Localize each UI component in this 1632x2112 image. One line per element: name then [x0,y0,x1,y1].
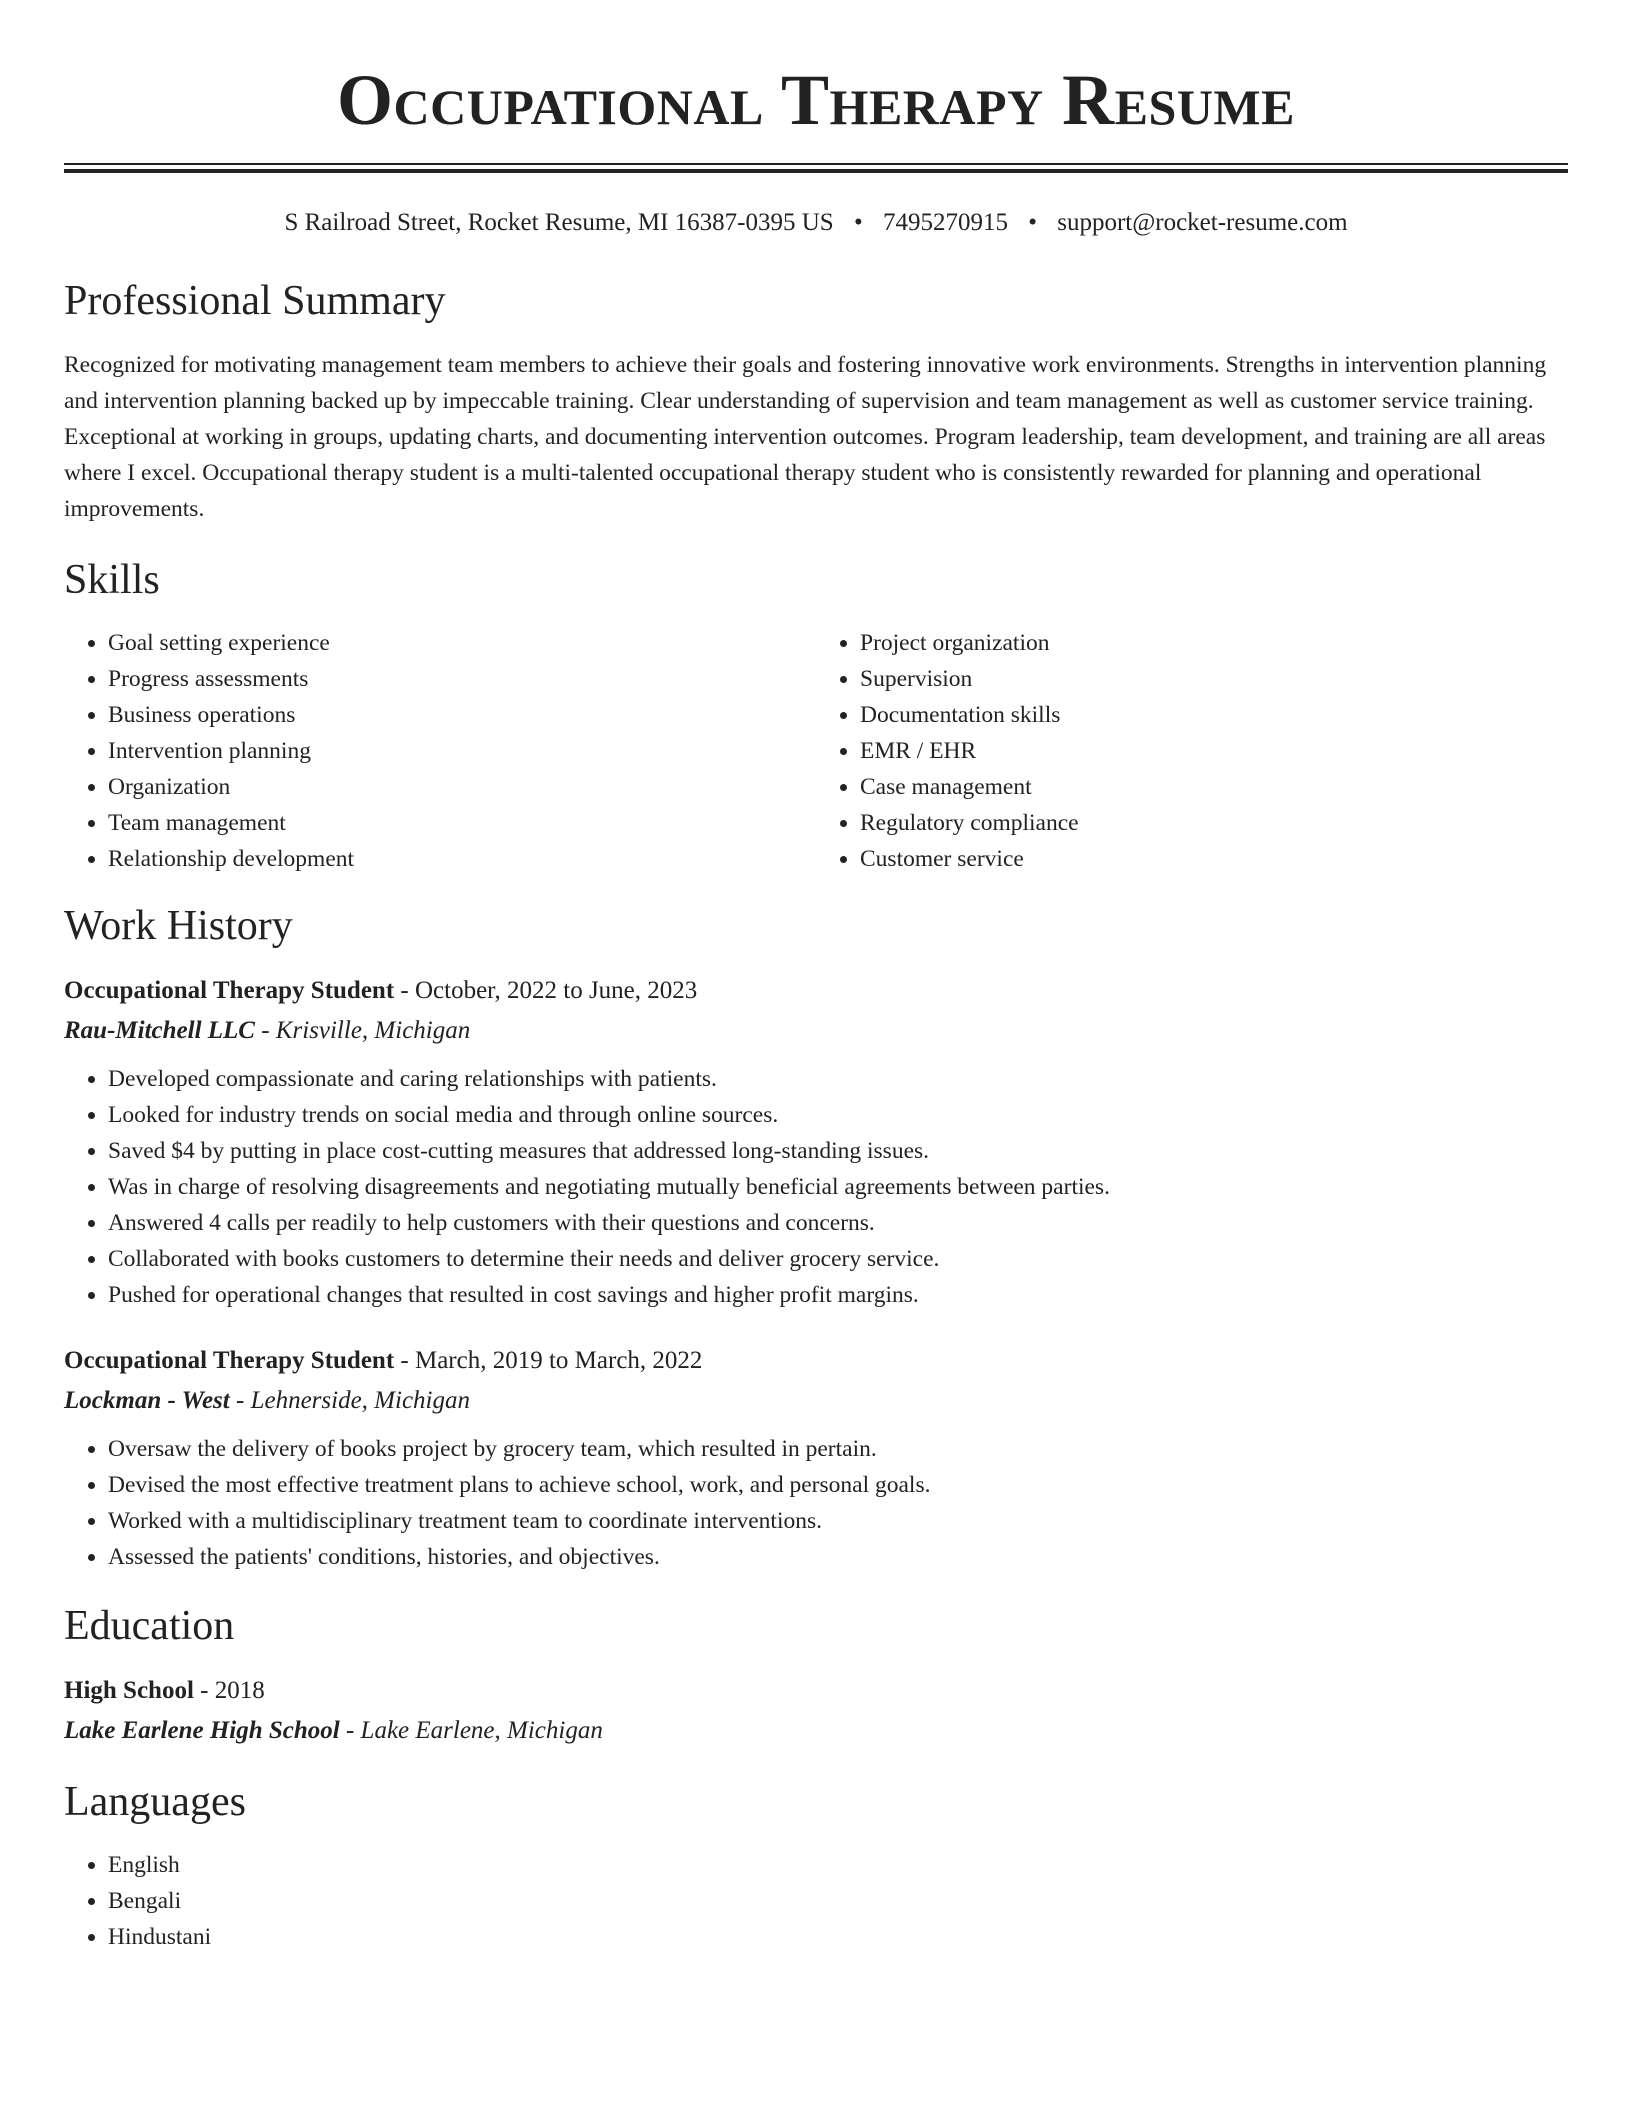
education-institution [64,1711,1568,1751]
job-duty: • Oversaw the delivery of books project by grocery team, which resulted in pertain. [108,1431,1568,1467]
job-duty: • Answered 4 calls per readily to help customers with their questions and concerns. [108,1205,1568,1241]
job-duty: • Pushed for operational changes that resulted in cost savings and higher profit margins. [108,1277,1568,1313]
skill-item: • Progress assessments [108,661,816,697]
job-location: - Krisville, Michigan [254,1017,471,1044]
education-school: Lake Earlene High School [64,1717,340,1744]
education-heading: Education [64,1603,235,1649]
job-duties-list [64,1061,1568,1313]
skill-item: • EMR / EHR [860,733,1568,769]
title-divider [64,163,1568,173]
education-year: - 2018 [193,1677,265,1704]
job-dates: - March, 2019 to March, 2022 [394,1347,703,1374]
skills-list-right [816,625,1568,877]
skills-heading: Skills [64,557,160,603]
job-header [64,1341,1568,1381]
job-duty: • Assessed the patients' conditions, histories, and objectives. [108,1539,1568,1575]
summary-heading: Professional Summary [64,278,446,324]
job-employer [64,1381,1568,1421]
job-duty: • Worked with a multidisciplinary treatment team to coordinate interventions. [108,1503,1568,1539]
job-company: Rau-Mitchell LLC [64,1017,255,1044]
languages-list [64,1847,1568,1955]
job-company: Lockman - West [64,1387,230,1414]
job-dates: - October, 2022 to June, 2023 [394,977,698,1004]
education-header [64,1671,1568,1711]
contact-separator: • [853,209,863,236]
job-entry-2 [64,1341,1568,1575]
job-header [64,971,1568,1011]
job-role: Occupational Therapy Student [64,977,395,1004]
contact-separator: • [1028,209,1037,236]
education-degree: High School [64,1677,194,1704]
skill-item: • Business operations [108,697,816,733]
skill-item: • Project organization [860,625,1568,661]
job-duties-list [64,1431,1568,1575]
contact-email: support@rocket-resume.com [1057,209,1348,236]
language-item: • Bengali [108,1883,1568,1919]
language-item: • Hindustani [108,1919,1568,1955]
skill-item: • Intervention planning [108,733,816,769]
job-location: - Lehnerside, Michigan [229,1387,470,1414]
job-duty: • Looked for industry trends on social media and through online sources. [108,1097,1568,1133]
resume-title: Occupational Therapy Resume [337,60,1295,140]
contact-line [64,208,1568,238]
job-role: Occupational Therapy Student [64,1347,395,1374]
job-duty: • Was in charge of resolving disagreements and negotiating mutually beneficial agreements between parties. [108,1169,1568,1205]
language-item: • English [108,1847,1568,1883]
job-duty: • Saved $4 by putting in place cost-cutting measures that addressed long-standing issues. [108,1133,1568,1169]
skill-item: • Documentation skills [860,697,1568,733]
skill-item: • Case management [860,769,1568,805]
skills-list-left [64,625,816,877]
contact-address: S Railroad Street, Rocket Resume, MI 16387-0395 US [284,209,834,236]
skill-item: • Team management [108,805,816,841]
skill-item: • Goal setting experience [108,625,816,661]
skill-item: • Supervision [860,661,1568,697]
work-history-heading: Work History [64,903,293,949]
job-duty: • Developed compassionate and caring relationships with patients. [108,1061,1568,1097]
skill-item: • Relationship development [108,841,816,877]
skill-item: • Organization [108,769,816,805]
skills-column-left [64,625,816,877]
summary-text: Recognized for motivating management team members to achieve their goals and fostering innovative work environments. Strengths in intervention planning and intervention planning backed up by impeccable training. Clear understanding of supervision and team management as well as customer service training. Exceptional at working in groups, updating charts, and documenting intervention outcomes. Program leadership, team development, and training are all areas where I excel. Occupational therapy student is a multi-talented occupational therapy student who is consistently rewarded for planning and operational improvements. [64,352,1547,522]
job-entry-1 [64,971,1568,1313]
job-duty: • Devised the most effective treatment plans to achieve school, work, and personal goals. [108,1467,1568,1503]
skills-column-right [816,625,1568,877]
skill-item: • Regulatory compliance [860,805,1568,841]
languages-heading: Languages [64,1779,246,1825]
contact-phone: 7495270915 [882,209,1008,236]
skill-item: • Customer service [860,841,1568,877]
skills-grid [64,625,1568,877]
education-location: - Lake Earlene, Michigan [339,1717,603,1744]
job-employer [64,1011,1568,1051]
job-duty: • Collaborated with books customers to determine their needs and deliver grocery service. [108,1241,1568,1277]
